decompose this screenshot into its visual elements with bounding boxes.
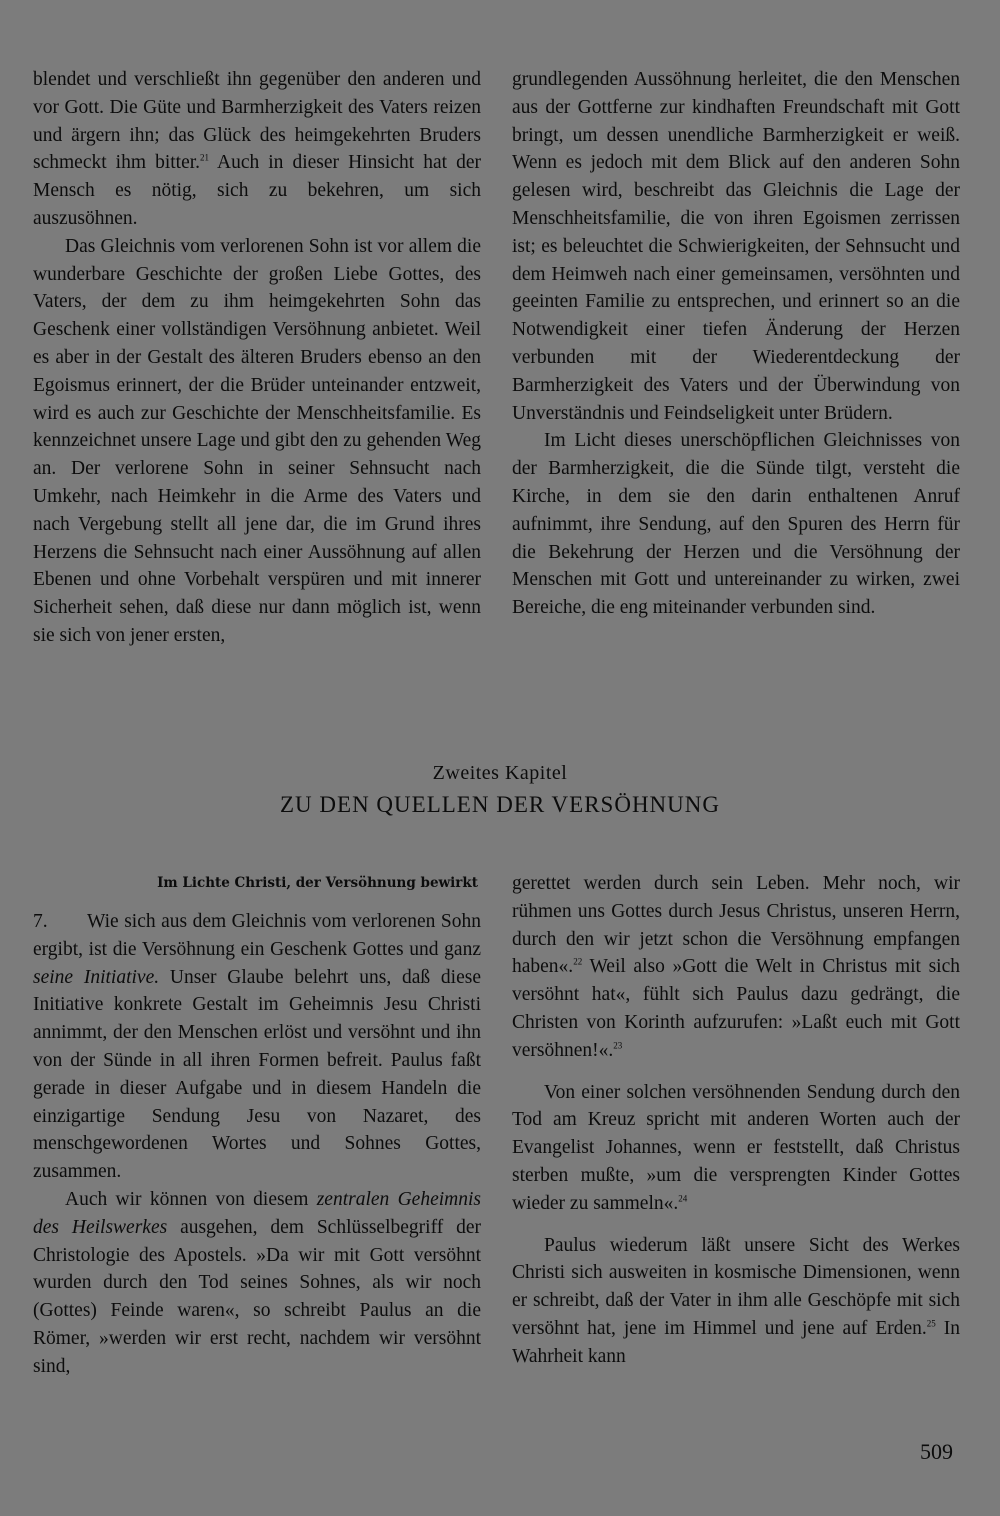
text: Paulus wiederum läßt unsere Sicht des Werkes Christi sich ausweiten in kosmische Dimensionen, wenn er schreibt, daß der Vater in ihm alle Geschöpfe mit sich versöhnt hat, jene im Himmel und jene auf Erden.: [512, 1234, 960, 1339]
text: Auch in dieser Hinsicht hat der Mensch es nötig, sich zu bekehren, um sich auszusöhnen.: [33, 152, 481, 229]
paragraph: Das Gleichnis vom verlorenen Sohn ist vor allem die wunderbare Geschichte der großen Liebe Gottes, des Vaters, der dem zu ihm heimgekehrten Sohn das Geschenk einer vollständigen Versöhnung anbietet. Weil es aber in der Gestalt des älteren Bruders ebenso an den Egoismus erinnert, der die Brüder unteinander entzweit, wird es auch zur Geschichte der Menschheitsfamilie. Es kennzeichnet unsere Lage und gibt den zu gehenden Weg an. Der verlorene Sohn in seiner Sehnsucht nach Umkehr, nach Heimkehr in die Arme des Vaters und nach Vergebung stellt all jene dar, die im Grund ihres Herzens die Sehnsucht nach einer Aussöhnung auf allen Ebenen und ohne Vorbehalt verspüren und mit innerer Sicherheit sehen, daß diese nur dann möglich ist, wenn sie sich von jener ersten,: [33, 235, 481, 646]
paragraph: Im Licht dieses unerschöpflichen Gleichnisses von der Barmherzigkeit, die die Sünde tilgt, versteht die Kirche, in dem sie den darin enthaltenen Anruf aufnimmt, ihre Sendung, auf den Spuren des Herrn für die Bekehrung der Herzen und die Versöhnung der Menschen mit Gott und untereinander zu wirken, zwei Bereiche, die eng miteinander verbunden sind.: [512, 430, 960, 619]
bottom-right-column: [512, 870, 960, 1371]
text: Von einer solchen versöhnenden Sendung durch den Tod am Kreuz spricht mit anderen Worten auch der Evangelist Johannes, wenn er feststellt, daß Christus sterben mußte, »um die versprengten Kinder Gottes wieder zu sammeln«.: [512, 1081, 960, 1214]
section-subheading: Im Lichte Christi, der Versöhnung bewirkt: [157, 875, 478, 891]
emphasis: seine Initiative.: [33, 966, 160, 988]
text: Wie sich aus dem Gleichnis vom verlorenen Sohn ergibt, ist die Versöhnung ein Geschenk Gottes und ganz: [33, 911, 481, 960]
paragraph: [33, 66, 481, 233]
footnote-ref: 21: [200, 152, 210, 163]
text: Auch wir können von diesem: [65, 1188, 317, 1210]
footnote-ref: 25: [926, 1318, 936, 1329]
footnote-ref: 23: [613, 1040, 623, 1051]
text: ausgehen, dem Schlüsselbegriff der Christologie des Apostels. »Da wir mit Gott versöhnt wurden durch den Tod seines Sohnes, als wir noch (Gottes) Feinde waren«, so schreibt Paulus an die Römer, »werden wir erst recht, nachdem wir versöhnt sind,: [33, 1216, 481, 1377]
paragraph: grundlegenden Aussöhnung herleitet, die den Menschen aus der Gottferne zur kindhaften Freundschaft mit Gott bringt, um dessen unendliche Barmherzigkeit er weiß. Wenn es jedoch mit dem Blick auf den anderen Sohn gelesen wird, beschreibt das Gleichnis die Lage der Menschheitsfamilie, die von ihren Egoismen zerrissen ist; es beleuchtet die Schwierigkeiten, der Sehnsucht und dem Heimweh nach einer gemeinsamen, versöhnten und geeinten Familie zu entsprechen, und erinnert so an die Notwendigkeit einer tiefen Änderung der Herzen verbunden mit der Wiederentdeckung der Barmherzigkeit des Vaters und der Überwindung von Unverständnis und Feindseligkeit unter Brüdern.: [512, 69, 960, 424]
text: In Wahrheit kann: [512, 1317, 960, 1367]
paragraph: [512, 870, 960, 1065]
text: Weil also »Gott die Welt in Christus mit sich versöhnt hat«, fühlt sich Paulus dazu gedrängt, die Christen von Korinth aufzurufen: »Laßt euch mit Gott versöhnen!«.: [512, 956, 960, 1061]
top-left-column: [33, 66, 481, 650]
text: Unser Glaube belehrt uns, daß diese Initiative konkrete Gestalt im Geheimnis Jesu Christi annimmt, der den Menschen erlöst und versöhnt und ihn von der Sünde in all ihren Formen befreit. Paulus faßt gerade in dieser Aufgabe und in diesem Handeln die einzigartige Sendung Jesu von Nazaret, des menschgewordenen Wortes und Sohnes Gottes, zusammen.: [33, 966, 481, 1183]
footnote-ref: 24: [678, 1193, 688, 1204]
chapter-title: ZU DEN QUELLEN DER VERSÖHNUNG: [280, 792, 720, 817]
top-right-column: [512, 66, 960, 622]
paragraph: [512, 1079, 960, 1218]
paragraph: [33, 1186, 481, 1381]
section-number: 7.: [33, 911, 48, 932]
bottom-left-column: [33, 908, 481, 1381]
page-number: 509: [920, 1439, 953, 1464]
text: blendet und verschließt ihn gegenüber den anderen und vor Gott. Die Güte und Barmherzigkeit des Vaters reizen und ärgern ihn; das Glück des heimgekehrten Bruders schmeckt ihm bitter.: [33, 69, 481, 174]
emphasis: zentralen Geheimnis des Heilswerkes: [33, 1188, 481, 1238]
paragraph: [33, 908, 481, 1186]
footnote-ref: 22: [573, 956, 583, 967]
chapter-label: Zweites Kapitel: [432, 762, 568, 784]
paragraph: [512, 1232, 960, 1371]
text: gerettet werden durch sein Leben. Mehr noch, wir rühmen uns Gottes durch Jesus Christus, unseren Herrn, durch den wir jetzt schon die Versöhnung empfangen haben«.: [512, 873, 960, 978]
